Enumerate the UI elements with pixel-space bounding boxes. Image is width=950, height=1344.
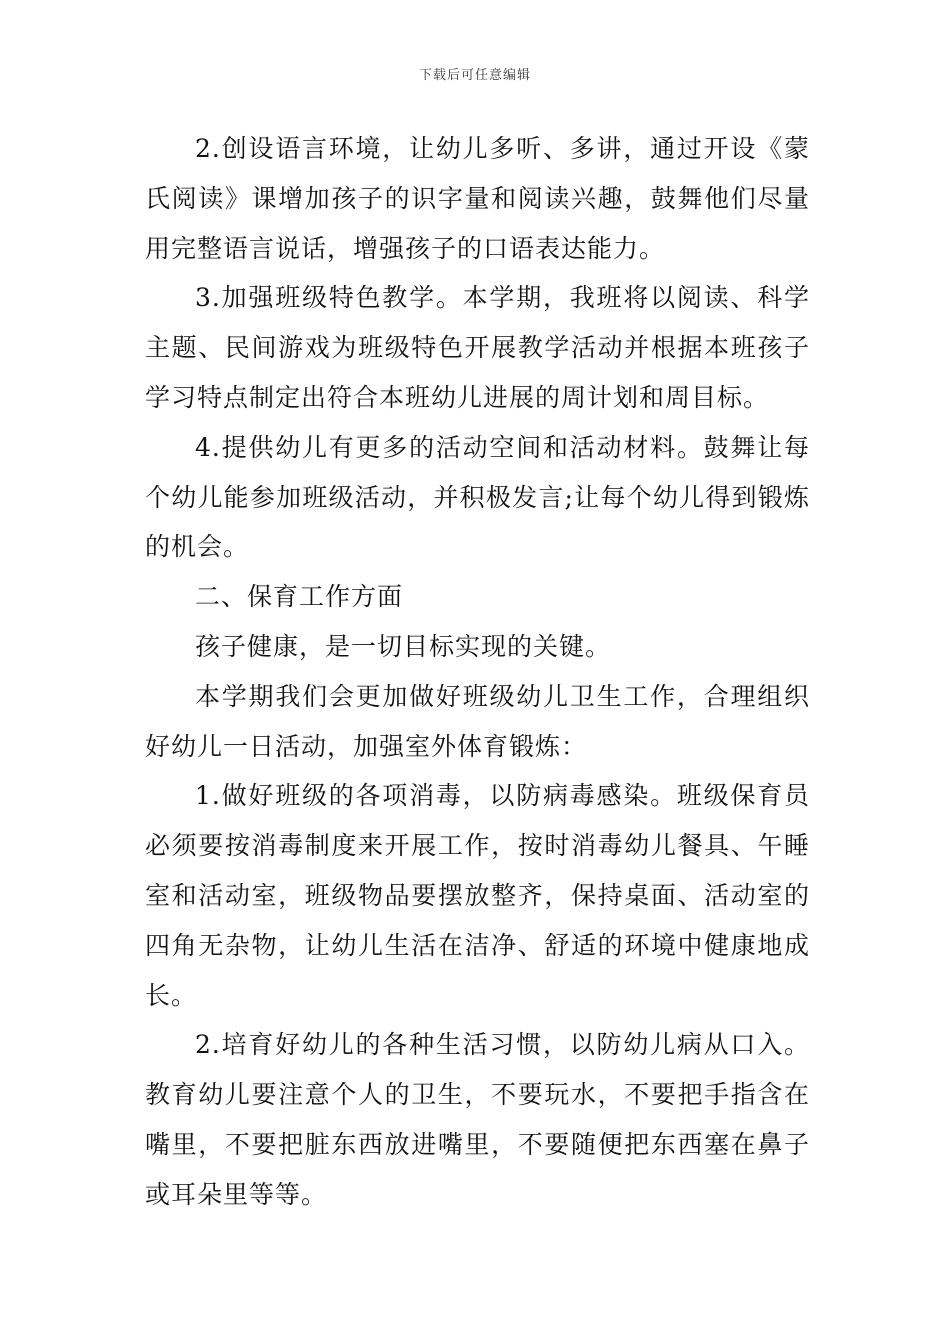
paragraph-health-key: 孩子健康，是一切目标实现的关键。	[195, 631, 612, 661]
paragraph-class-features: 3.加强班级特色教学。本学期，我班将以阅读、科学主题、民间游戏为班级特色开展教学活动并根据本班孩子学习特点制定出符合本班幼儿进展的周计划和周目标。	[145, 283, 810, 412]
paragraph-living-habits: 2.培育好幼儿的各种生活习惯，以防幼儿病从口入。教育幼儿要注意个人的卫生，不要玩水，不要把手指含在嘴里，不要把脏东西放进嘴里，不要随便把东西塞在鼻子或耳朵里等等。	[145, 1030, 810, 1209]
section-heading-care-work: 二、保育工作方面	[195, 582, 404, 612]
paragraph-disinfection: 1.做好班级的各项消毒，以防病毒感染。班级保育员必须要按消毒制度来开展工作，按时消毒幼儿餐具、午睡室和活动室，班级物品要摆放整齐，保持桌面、活动室的四角无杂物，让幼儿生活在洁净、舒适的环境中健康地成长。	[145, 781, 810, 1010]
paragraph-activity-space: 4.提供幼儿有更多的活动空间和活动材料。鼓舞让每个幼儿能参加班级活动，并积极发言;让每个幼儿得到锻炼的机会。	[145, 432, 810, 562]
document-body	[145, 124, 810, 1220]
page-header: 下载后可任意编辑	[418, 68, 531, 83]
paragraph-language-environment: 2.创设语言环境，让幼儿多听、多讲，通过开设《蒙氏阅读》课增加孩子的识字量和阅读兴趣，鼓舞他们尽量用完整语言说话，增强孩子的口语表达能力。	[145, 134, 810, 263]
paragraph-semester-hygiene: 本学期我们会更加做好班级幼儿卫生工作，合理组织好幼儿一日活动，加强室外体育锻炼：	[145, 681, 810, 761]
